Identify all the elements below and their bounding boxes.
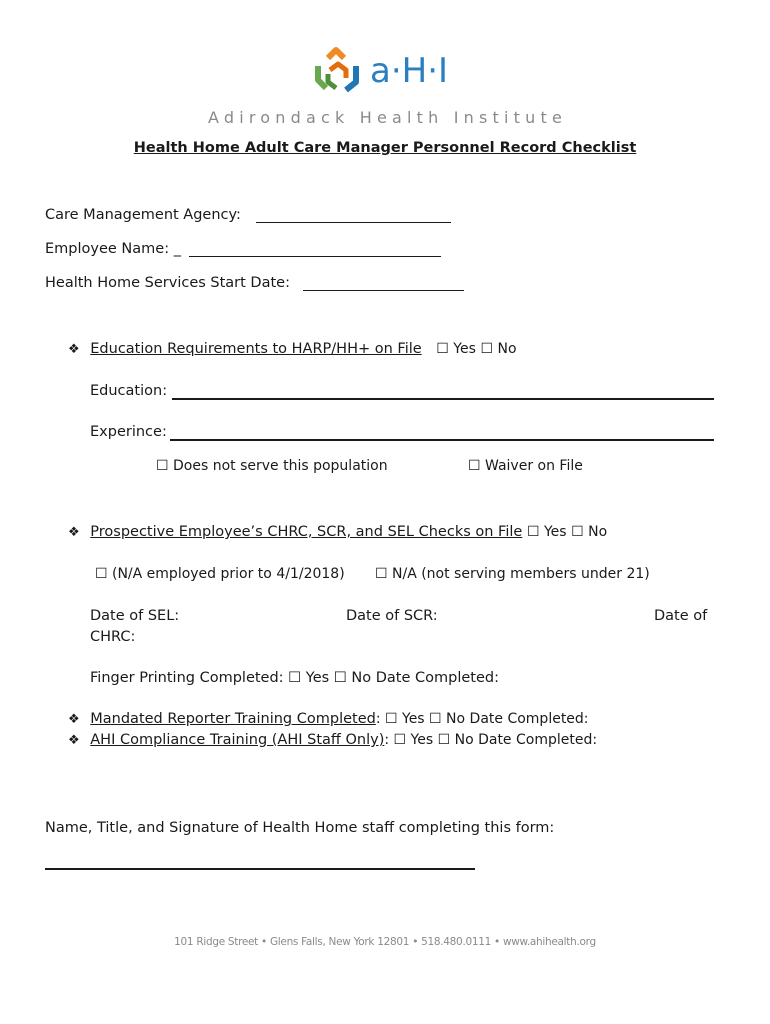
education-item [68,341,517,357]
education-field[interactable] [172,398,714,400]
agency-label: Care Management Agency: [45,207,241,223]
experience-field[interactable] [170,439,714,441]
page-title: Health Home Adult Care Manager Personnel Record Checklist [133,140,637,156]
signature-field[interactable] [45,868,475,870]
org-name: Adirondack Health Institute [208,108,568,127]
na-prior-checkbox[interactable]: ☐ (N/A employed prior to 4/1/2018) [95,566,345,582]
date-scr-label: Date of SCR: [346,608,438,624]
fingerprint-line: Finger Printing Completed: ☐ Yes ☐ No Date Completed: [90,670,499,686]
education-label: Education: [90,383,168,399]
diamond-bullet-icon: ❖ [68,712,80,727]
diamond-bullet-icon: ❖ [68,733,80,748]
diamond-bullet-icon: ❖ [68,342,80,357]
education-yes-checkbox[interactable]: ☐ Yes [436,341,476,357]
logo-wordmark: a·H·I [370,51,449,91]
checks-no-checkbox[interactable]: ☐ No [571,524,608,540]
education-no-checkbox[interactable]: ☐ No [480,341,517,357]
ahi-logo-mark [312,44,462,100]
date-of-label: Date of [654,608,708,624]
start-date-label: Health Home Services Start Date: [45,275,290,291]
agency-field[interactable] [256,222,451,223]
experience-label: Experince: [90,424,167,440]
date-sel-label: Date of SEL: [90,608,180,624]
mandated-training-item [68,711,589,727]
chrc-label: CHRC: [90,629,136,645]
checks-yes-checkbox[interactable]: ☐ Yes [526,524,567,540]
employee-name-field[interactable] [189,256,441,257]
signature-label: Name, Title, and Signature of Health Home staff completing this form: [45,820,555,836]
diamond-bullet-icon: ❖ [68,525,80,540]
education-heading: Education Requirements to HARP/HH+ on File [90,341,422,357]
employee-label: Employee Name: _ [45,241,181,257]
ahi-training-item [68,732,597,748]
ahi-training-label: AHI Compliance Training (AHI Staff Only) [90,732,385,748]
na-members-checkbox[interactable]: ☐ N/A (not serving members under 21) [375,566,650,582]
checks-heading: Prospective Employee’s CHRC, SCR, and SEL Checks on File [90,524,523,540]
footer-address: 101 Ridge Street • Glens Falls, New York 12801 • 518.480.0111 • www.ahihealth.org [174,936,596,948]
waiver-checkbox[interactable]: ☐ Waiver on File [468,458,583,474]
ahi-logo [312,44,462,100]
mandated-training-label: Mandated Reporter Training Completed [90,711,376,727]
start-date-field[interactable] [303,290,464,291]
checks-item [68,524,607,540]
mandated-training-options[interactable]: : ☐ Yes ☐ No Date Completed: [375,711,589,727]
ahi-training-options[interactable]: : ☐ Yes ☐ No Date Completed: [384,732,598,748]
not-serve-checkbox[interactable]: ☐ Does not serve this population [156,458,388,474]
